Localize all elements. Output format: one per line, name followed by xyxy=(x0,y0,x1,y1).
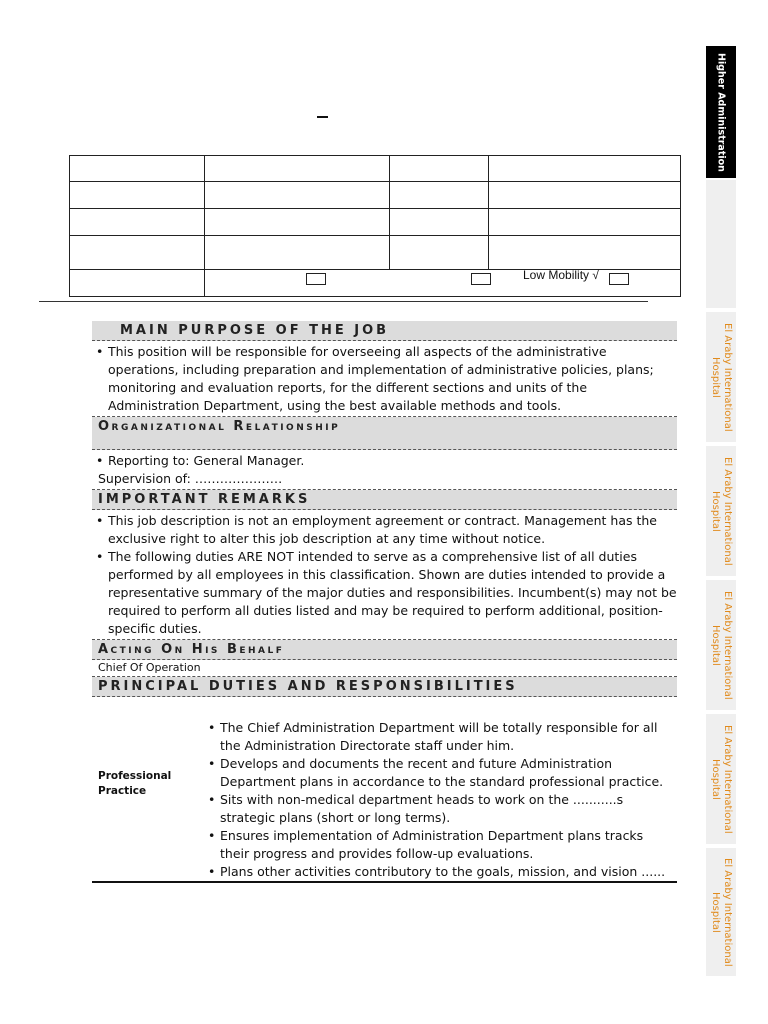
list-item: • Ensures implementation of Administration Department plans tracks their progress and provides follow-up evaluations. xyxy=(204,827,674,863)
info-cell xyxy=(390,236,489,270)
list-item: • Sits with non-medical department heads to work on the ...........s strategic plans (short or long terms). xyxy=(204,791,674,827)
acting-heading: Acting On His Behalf xyxy=(92,640,677,660)
tab-label: El Araby International Hospital xyxy=(710,857,733,967)
list-item: • The Chief Administration Department will be totally responsible for all the Administration Directorate staff under him. xyxy=(204,719,674,755)
important-remarks-heading: IMPORTANT REMARKS xyxy=(92,490,677,510)
list-item: • This job description is not an employment agreement or contract. Management has the exclusive right to alter this job description at any time without notice. xyxy=(92,512,677,548)
list-item: • This position will be responsible for overseeing all aspects of the administrative operations, including preparation and implementation of administrative policies, plans; monitoring and evaluation reports, for the different sections and units of the Administration Department, using the best available methods and tools. xyxy=(92,343,677,415)
info-cell xyxy=(390,156,489,182)
info-cell xyxy=(70,209,205,236)
main-purpose-body xyxy=(92,341,677,417)
info-cell xyxy=(390,209,489,236)
supervision-line: Supervision of: ………………… xyxy=(98,471,283,486)
info-cell xyxy=(489,156,681,182)
professional-practice-label: Professional Practice xyxy=(98,770,172,797)
info-cell xyxy=(204,182,390,209)
list-item: • Develops and documents the recent and future Administration Department plans in accordance to the standard professional practice. xyxy=(204,755,674,791)
low-mobility-checkbox[interactable] xyxy=(609,273,629,285)
info-cell xyxy=(70,270,205,297)
info-cell xyxy=(204,209,390,236)
tab-label: Higher Administration xyxy=(715,52,727,172)
tab-hospital-6[interactable] xyxy=(706,848,736,976)
principal-duties-heading: PRINCIPAL DUTIES AND RESPONSIBILITIES xyxy=(92,677,677,697)
tab-hospital-3[interactable] xyxy=(706,446,736,576)
important-remarks-body xyxy=(92,510,677,640)
info-cell xyxy=(489,182,681,209)
job-description xyxy=(92,321,677,883)
mobility-checkbox-2[interactable] xyxy=(471,273,491,285)
info-cell xyxy=(70,182,205,209)
org-relationship-body xyxy=(92,450,677,490)
tab-higher-administration[interactable] xyxy=(706,46,736,178)
acting-value: Chief Of Operation xyxy=(92,660,677,677)
tab-label: El Araby International Hospital xyxy=(710,724,733,834)
tab-hospital-4[interactable] xyxy=(706,580,736,710)
duties-list xyxy=(204,719,674,881)
tab-hospital-1[interactable] xyxy=(706,180,736,308)
org-relationship-heading: Organizational Relationship xyxy=(92,417,677,450)
info-cell xyxy=(489,209,681,236)
mobility-checkbox-1[interactable] xyxy=(306,273,326,285)
list-item: • Plans other activities contributory to the goals, mission, and vision ...... xyxy=(204,863,674,881)
title-dash xyxy=(317,116,328,118)
tab-hospital-5[interactable] xyxy=(706,714,736,844)
tab-label: El Araby International Hospital xyxy=(710,322,733,432)
list-item: • Reporting to: General Manager. xyxy=(92,452,677,470)
main-purpose-heading: MAIN PURPOSE OF THE JOB xyxy=(92,321,677,341)
info-cell xyxy=(390,182,489,209)
list-item: • The following duties ARE NOT intended to serve as a comprehensive list of all duties performed by all employees in this classification. Shown are duties intended to provide a representative summary of the major duties and responsibilities. Incumbent(s) may not be required to perform all duties listed and may be required to perform additional, position-specific duties. xyxy=(92,548,677,638)
info-cell xyxy=(204,156,390,182)
tab-hospital-2[interactable] xyxy=(706,312,736,442)
info-cell xyxy=(204,236,390,270)
info-cell xyxy=(489,236,681,270)
info-cell xyxy=(70,156,205,182)
principal-duties-body xyxy=(92,697,677,883)
info-cell xyxy=(70,236,205,270)
tab-label: El Araby International Hospital xyxy=(710,590,733,700)
low-mobility-label: Low Mobility √ xyxy=(523,268,599,282)
tab-label: El Araby International Hospital xyxy=(710,456,733,566)
divider xyxy=(39,301,648,302)
